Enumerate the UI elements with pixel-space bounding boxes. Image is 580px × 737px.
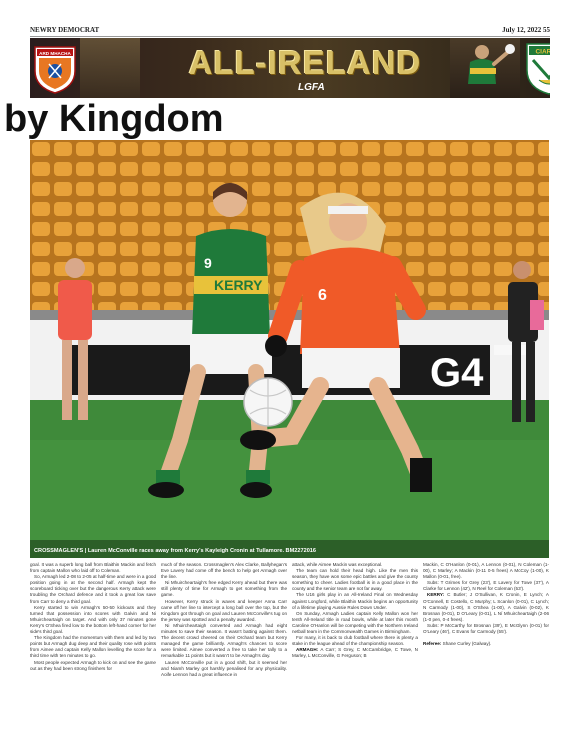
- banner-player-photo-left: [80, 38, 140, 98]
- banner-player-photo-right: [450, 38, 520, 98]
- armagh-lineup-text: A Carr; S Grey, C McCambridge, C Towe, N Marley, L McConville, G Ferguson; B: [292, 647, 418, 659]
- paragraph: For many, it is back to club football where there is plenty a stake in the league ahead of the championship season.: [292, 635, 418, 647]
- article-column-4: [423, 562, 549, 647]
- kerry-lineup-text: C Butler; J O'Sullivan, K Cronin, E Lynch; A O'Connell, E Costello, C Murphy; L Scanlon (0-01), C Lynch; N Carmody (1-00), S O'Shea (1-00), A Galvin (0-02), K Brosnan (0-01), D O'Leary (0-01), L Ní Mhuircheartaigh (2-06 (1-0 pen, 0-4 frees).: [423, 592, 549, 622]
- paragraph: The team can hold their head high. Like the men this season, they have won some epic battles and give the county something to cheer. Ladies football is in a good place in the county and the senior team are not far away.: [292, 568, 418, 592]
- article-column-2: [161, 562, 287, 678]
- kerry-shirt-sponsor: KERRY: [214, 277, 263, 293]
- banner-player-silhouette: [450, 38, 520, 98]
- paragraph: So, Armagh led 2-08 to 2-05 at half-time and were in a good position going in at the second half. Armagh kept the scoreboard ticking over but the dangerous Kerry attack were troubling the Orchard defence and it took a great low save from Carr to deny a third goal.: [30, 574, 156, 604]
- armagh-lineup-label: ARMAGH:: [296, 647, 319, 653]
- photo-caption: CROSSMAGLEN'S | Lauren McConville races away from Kerry's Kayleigh Cronin at Tullamore. BM2272016: [34, 548, 317, 554]
- referee-line: [423, 641, 549, 647]
- paragraph: The U16 girls play in an All-Ireland Final on Wednesday against Longford, while Blaithin Mackin begins an opportunity of a lifetime playing Aussie Rules Down Under.: [292, 592, 418, 610]
- paragraph: Subs: T Grimes for Grey (23'), E Lavery for Towe (37'), A Clarke for Lennon (42'), N Reel for Coleman (53').: [423, 580, 549, 592]
- newspaper-name: NEWRY DEMOCRAT: [30, 26, 100, 34]
- kerry-lineup-label: KERRY:: [427, 592, 445, 598]
- paragraph: Ni Mhuircheartaigh converted and Armagh had eight minutes to save their season. It wasn't batting against them. The decent crowd cheered on their Orchard team but Kerry managed the game brilliantly. Armagh's chances to score were limited. Aimee converted a free to take her tally to a remarkable 11 points but it wasn't to be Armagh's day.: [161, 622, 287, 659]
- paragraph: attack, while Aimee Mackin was exceptional.: [292, 562, 383, 567]
- article-column-1: [30, 562, 156, 672]
- article-body: [30, 562, 550, 722]
- paragraph: Most people expected Armagh to kick on and see the game out as they had been strong finishers for: [30, 659, 156, 671]
- match-photo: [30, 140, 549, 558]
- paragraph: Kerry started to win Armagh's 50-50 kickouts and they turned that possession into scores with Galvin and Ni Mhuircheartaigh on target. And with only 37 minutes gone Kerry's O'Shea fired low to the bottom left-hand corner for her side's third goal.: [30, 604, 156, 635]
- lgfa-logo: LGFA: [298, 82, 325, 93]
- masthead: [30, 22, 550, 37]
- paragraph: On Sunday, Armagh Ladies captain Kelly Mallon won her tenth All-Ireland title in road bowls, while at later this month Caroline O'Hanlon will be competing with the Northern Ireland netball team in the Commonwealth Games in Birmingham.: [292, 610, 418, 635]
- banner-title: ALL-IRELAND: [188, 44, 422, 81]
- kerry-lineup: [423, 592, 549, 622]
- paragraph: Lauren McConville put in a good shift, but it seemed her and Niamh Marley got harshly penalised for any physicality. Aoife Lennon had a great influence in: [161, 659, 287, 677]
- paragraph: much of the season. Crossmaglen's Alex Clarke, Ballyhegan's Eve Lavery had come off the bench to help get Armagh over the line.: [161, 562, 287, 580]
- board-text: G4: [430, 351, 484, 395]
- match-photo-illustration: [30, 140, 549, 558]
- kerry-subs: Subs: P McCarthy for Brosnan (39'), E McGlynn (0-01) for O'Leary (46'), C Evans for Carmody (55').: [423, 622, 549, 635]
- armagh-crest-icon: [33, 41, 77, 95]
- all-ireland-banner: [30, 38, 563, 98]
- referee-name: Shane Curley (Galway).: [442, 641, 492, 647]
- headline: by Kingdom: [4, 98, 224, 140]
- kerry-crest-text: CIARRAÍ: [535, 48, 563, 56]
- armagh-lineup: [292, 647, 418, 659]
- armagh-shirt-number: 6: [318, 287, 327, 304]
- paragraph: Ni Mhuircheartaigh's free edged Kerry ahead but there was still plenty of time for Armagh to get something from the game.: [161, 580, 287, 598]
- football: [244, 378, 292, 426]
- kerry-shirt-number: 9: [204, 255, 212, 271]
- issue-date-page: July 12, 2022 55: [502, 26, 550, 34]
- kerry-crest-icon: [525, 40, 563, 96]
- article-column-3: [292, 562, 418, 660]
- paragraph: However, Kerry struck in waves and keeper Anna Carr came off her line to intercept a long ball over the top, but the Kingdom got through on goal and Lauren McConville's tug on the jersey was spotted and a penalty awarded.: [161, 598, 287, 622]
- paragraph: The Kingdom had the momentum with them and led by two points but Armagh dug deep and their quality rose with points from Aimee and captain Kelly Mallon levelling the score for a third time with ten minutes to go.: [30, 635, 156, 659]
- referee-label: Referee:: [423, 641, 442, 647]
- armagh-crest-text: ARD MHACHA: [39, 51, 71, 56]
- paragraph: Mackin, C O'Hanlon (0-01), A Lennon (0-01), N Coleman (1-00), C Marley; A Mackin (0-11 0-5 frees) A McCoy (1-00), K Mallon (0-01, free).: [423, 562, 549, 580]
- paragraph: goal. It was a superb long ball from Blaithin Mackin and fetch from captain Mallon who laid off to Coleman.: [30, 562, 156, 574]
